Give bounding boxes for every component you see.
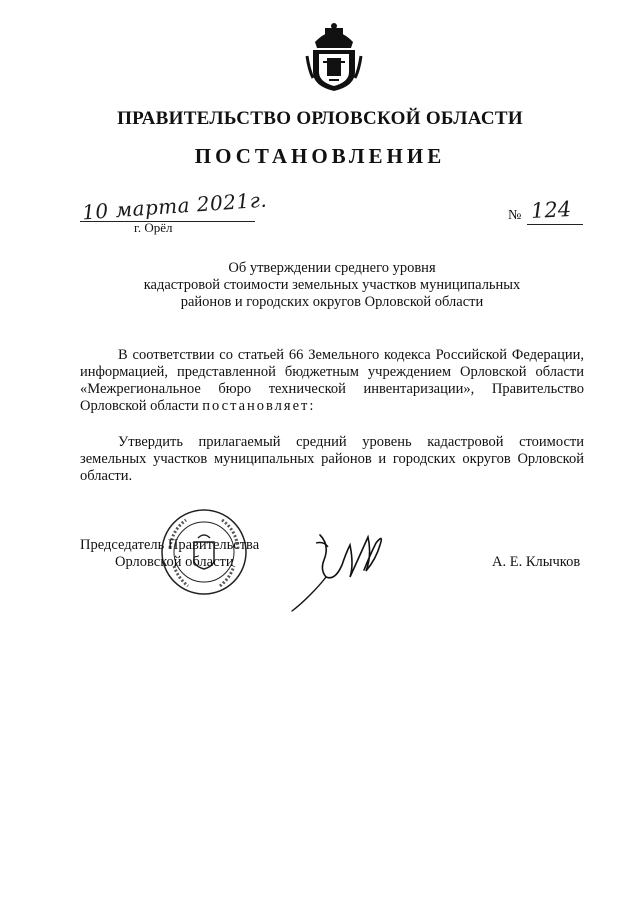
subject-line-3: районов и городских округов Орловской области <box>180 294 484 310</box>
number-sign: № <box>508 208 522 223</box>
handwritten-number: 124 <box>530 196 572 224</box>
resolution-text: Утвердить прилагаемый средний уровень кадастровой стоимости земельных участков муниципальных районов и городских округов Орловской области. <box>80 434 584 484</box>
document-type: ПОСТАНОВЛЕНИЕ <box>194 144 446 168</box>
preamble-text: В соответствии со статьей 66 Земельного кодекса Российской Федерации, информацией, представленной бюджетным учреждением Орловской области «Межрегиональное бюро технической инвентаризации», Правительство Орловской области <box>80 347 584 414</box>
signatory-name: А. Е. Клычков <box>492 554 581 570</box>
decree-word: постановляет: <box>202 398 316 414</box>
government-name: ПРАВИТЕЛЬСТВО ОРЛОВСКОЙ ОБЛАСТИ <box>117 108 523 129</box>
signatory-position <box>80 537 259 571</box>
position-line-1: Председатель Правительства <box>80 537 260 553</box>
handwritten-signature-icon <box>280 515 400 615</box>
document-subject <box>80 260 584 311</box>
city-label: г. Орёл <box>134 220 173 235</box>
handwritten-date: 10 марта 2021г. <box>81 187 268 225</box>
paragraph-preamble <box>80 347 584 415</box>
paragraph-resolution <box>80 434 584 485</box>
number-underline <box>527 224 583 225</box>
subject-line-1: Об утверждении среднего уровня <box>228 260 436 276</box>
subject-line-2: кадастровой стоимости земельных участков муниципальных <box>143 277 521 293</box>
coat-of-arms-icon <box>305 20 363 92</box>
position-line-2: Орловской области <box>115 554 234 570</box>
